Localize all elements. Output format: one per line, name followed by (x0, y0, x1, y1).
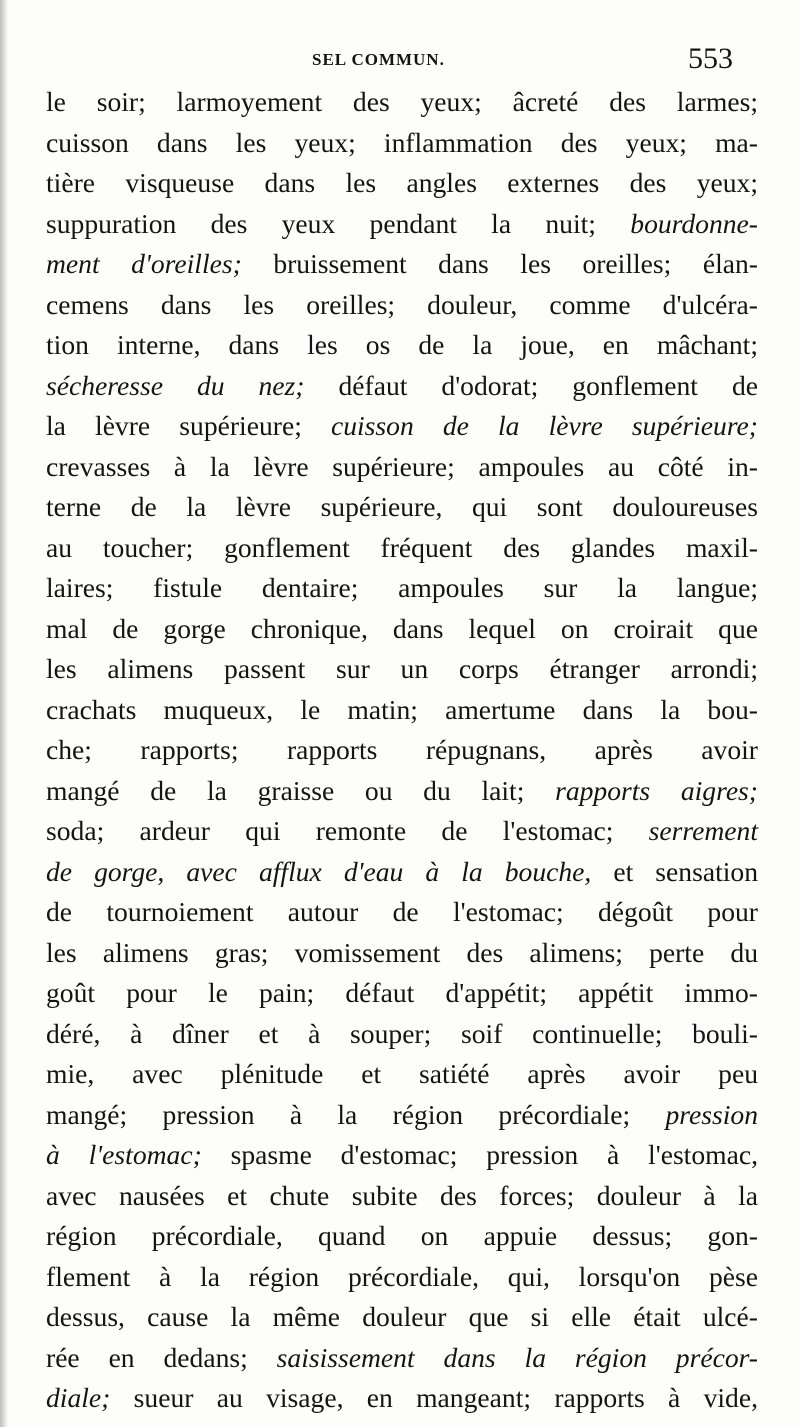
text-segment: mie, avec plénitude et satiété après avoir peu (46, 1058, 758, 1089)
text-line (46, 366, 758, 407)
text-line (46, 244, 758, 285)
text-line (46, 1176, 758, 1217)
text-segment: terne de la lèvre supérieure, qui sont douloureuses (46, 491, 758, 522)
text-line (46, 204, 758, 245)
text-segment: sueur au visage, en mangeant; rapports à vide, (110, 1382, 758, 1413)
text-line (46, 771, 758, 812)
text-segment: les alimens passent sur un corps étranger arrondi; (46, 653, 758, 684)
text-segment: mangé; pression à la région précordiale; (46, 1098, 666, 1130)
text-line (46, 1135, 758, 1176)
text-line (46, 1297, 758, 1338)
text-segment: rée en dedans; (46, 1341, 277, 1373)
text-line (46, 447, 758, 488)
text-segment: de tournoiement autour de l'estomac; dégoût pour (46, 896, 758, 927)
italic-text-segment: diale; (46, 1382, 111, 1413)
text-segment: dessus, cause la même douleur que si elle était ulcé- (46, 1301, 758, 1332)
text-line (46, 487, 758, 528)
text-segment: crachats muqueux, le matin; amertume dans la bou- (46, 693, 758, 725)
text-line (46, 1338, 758, 1379)
text-segment: cuisson dans les yeux; inflammation des yeux; ma- (46, 126, 758, 158)
text-segment: les alimens gras; vomissement des alimens; perte du (46, 936, 758, 968)
text-line (46, 690, 758, 731)
text-line (46, 82, 758, 123)
text-segment: soda; ardeur qui remonte de l'estomac; (46, 815, 649, 846)
text-line (46, 1095, 758, 1136)
text-segment: cemens dans les oreilles; douleur, comme d'ulcéra- (46, 288, 758, 320)
page-edge-shadow (0, 0, 8, 1427)
text-segment: spasme d'estomac; pression à l'estomac, (201, 1139, 759, 1170)
text-line (46, 406, 758, 447)
italic-text-segment: cuisson de la lèvre supérieure; (330, 410, 758, 441)
text-segment: la lèvre supérieure; (46, 410, 331, 441)
text-segment: tière visqueuse dans les angles externes des yeux; (46, 167, 758, 198)
italic-text-segment: sécheresse du nez; (46, 369, 305, 401)
italic-text-segment: ment d'oreilles; (46, 248, 242, 279)
text-segment: le soir; larmoyement des yeux; âcreté des larmes; (46, 86, 758, 117)
text-segment: goût pour le pain; défaut d'appétit; appétit immo- (46, 977, 758, 1008)
text-line (46, 1054, 758, 1095)
body-text (46, 82, 758, 1419)
italic-text-segment: pression (665, 1098, 758, 1130)
text-line (46, 528, 758, 569)
page-header (0, 44, 800, 84)
text-line (46, 1216, 758, 1257)
text-line (46, 892, 758, 933)
text-line (46, 811, 758, 852)
text-segment: flement à la région précordiale, qui, lorsqu'on pèse (46, 1260, 758, 1292)
text-line (46, 852, 758, 893)
text-line (46, 649, 758, 690)
italic-text-segment: serrement (648, 815, 758, 846)
text-line (46, 933, 758, 974)
text-line (46, 730, 758, 771)
italic-text-segment: bourdonne- (630, 207, 758, 239)
text-line (46, 568, 758, 609)
text-line (46, 285, 758, 326)
italic-text-segment: à l'estomac; (46, 1139, 202, 1170)
text-segment: suppuration des yeux pendant la nuit; (46, 207, 631, 239)
text-segment: région précordiale, quand on appuie dessus; gon- (46, 1220, 758, 1251)
text-segment: crevasses à la lèvre supérieure; ampoules au côté in- (46, 450, 758, 482)
text-line (46, 973, 758, 1014)
text-line (46, 1378, 758, 1419)
text-segment: mal de gorge chronique, dans lequel on croirait que (46, 612, 758, 644)
running-head: SEL COMMUN. (312, 50, 445, 69)
italic-text-segment: saisissement dans la région précor- (276, 1341, 758, 1373)
text-segment: défaut d'odorat; gonflement de (304, 369, 759, 401)
text-segment: mangé de la graisse ou du lait; (46, 774, 556, 806)
text-segment: avec nausées et chute subite des forces; douleur à la (46, 1179, 758, 1211)
text-segment: et sensation (591, 855, 758, 887)
page-number: 553 (688, 42, 733, 75)
text-line (46, 325, 758, 366)
text-line (46, 123, 758, 164)
text-segment: au toucher; gonflement fréquent des glandes maxil- (46, 531, 758, 563)
italic-text-segment: de gorge, avec afflux d'eau à la bouche, (46, 855, 592, 887)
text-segment: che; rapports; rapports répugnans, après avoir (46, 734, 758, 765)
italic-text-segment: rapports aigres; (555, 774, 758, 806)
text-line (46, 163, 758, 204)
text-segment: bruissement dans les oreilles; élan- (241, 248, 758, 279)
text-line (46, 1014, 758, 1055)
text-segment: déré, à dîner et à souper; soif continuelle; bouli- (46, 1017, 758, 1049)
text-line (46, 609, 758, 650)
text-segment: laires; fistule dentaire; ampoules sur la langue; (46, 572, 758, 603)
text-segment: tion interne, dans les os de la joue, en mâchant; (46, 329, 758, 360)
text-line (46, 1257, 758, 1298)
